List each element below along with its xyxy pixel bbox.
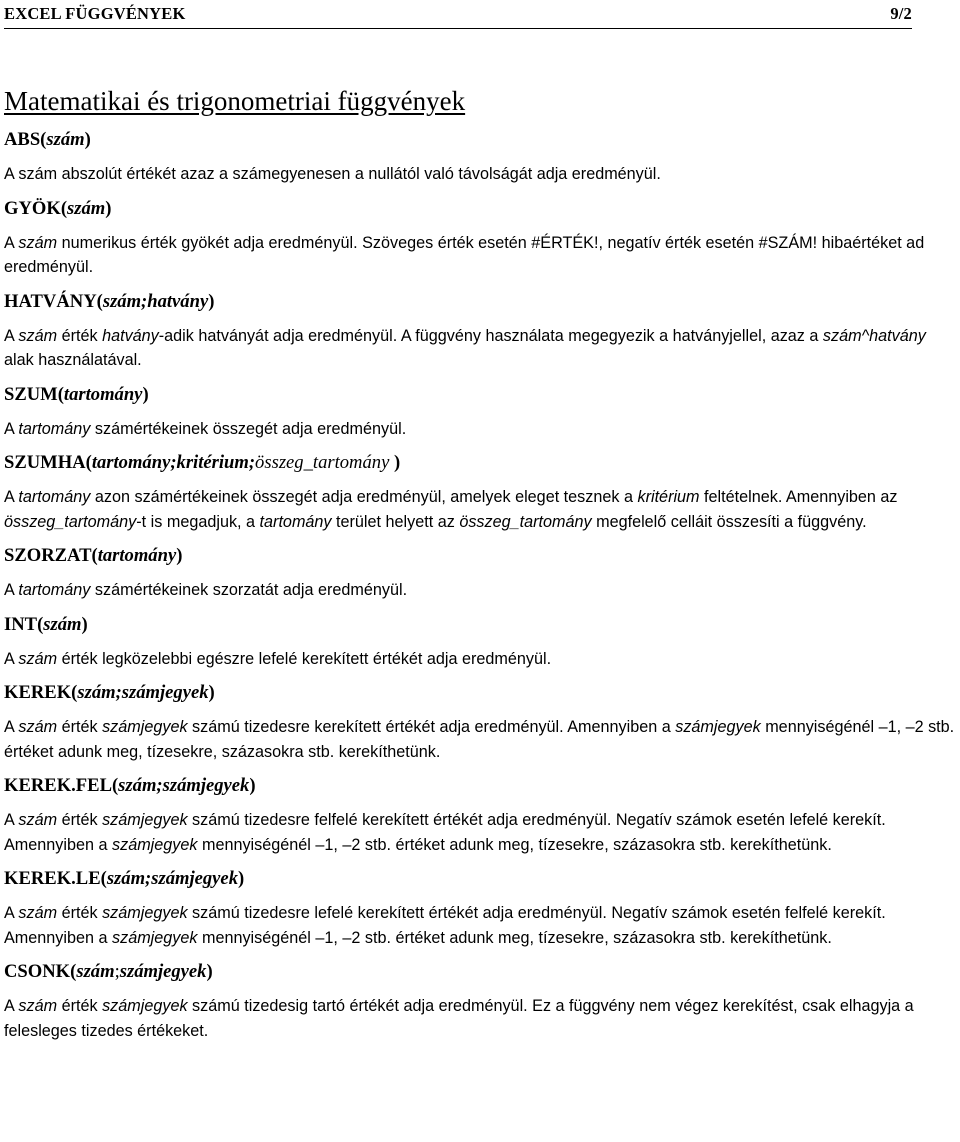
function-name: CSONK(	[4, 961, 77, 982]
function-desc-kerek	[4, 715, 958, 764]
desc-text: feltételnek. Amennyiben az	[699, 488, 898, 506]
function-name: HATVÁNY(	[4, 290, 103, 312]
function-name: SZORZAT(	[4, 545, 98, 566]
function-heading-int	[4, 613, 958, 637]
page-header	[4, 0, 912, 29]
function-heading-szum	[4, 383, 958, 407]
desc-text: terület helyett az	[331, 512, 460, 531]
function-desc-csonk	[4, 994, 958, 1043]
desc-arg: számjegyek	[675, 718, 761, 736]
desc-arg: tartomány	[18, 419, 91, 438]
desc-text: alak használatával.	[4, 351, 142, 369]
desc-text: -adik hatványát adja eredményül. A függvény használata megegyezik a hatványjellel, azaz a	[158, 326, 823, 345]
function-name: GYÖK(	[4, 197, 68, 219]
desc-arg: szám	[18, 649, 58, 668]
desc-text: A	[4, 649, 19, 668]
desc-text: azon számértékeinek összegét adja eredményül, amelyek eleget tesznek a	[90, 488, 638, 506]
desc-text: érték	[57, 326, 103, 345]
desc-arg: hatvány	[102, 326, 159, 345]
function-close: )	[208, 290, 215, 312]
function-arg: számjegyek	[119, 961, 207, 982]
desc-arg: szám	[18, 233, 58, 252]
desc-text: mennyiségénél –1, –2 stb. értéket adunk meg, tízesekre, százasokra stb. kerekíthetünk.	[197, 835, 832, 854]
function-heading-kerekfel	[4, 774, 958, 798]
function-heading-csonk	[4, 960, 958, 984]
desc-text: -t is megadjuk, a	[136, 512, 260, 531]
function-desc-int	[4, 647, 958, 672]
function-name: KEREK.LE(	[4, 868, 107, 889]
desc-arg: szám	[18, 904, 58, 922]
desc-arg: szám	[18, 811, 58, 829]
function-close: )	[249, 775, 256, 796]
function-close: )	[105, 197, 112, 219]
function-desc-szum	[4, 417, 958, 442]
desc-text: A	[4, 419, 19, 438]
desc-arg: számjegyek	[102, 718, 188, 736]
function-heading-szumha	[4, 451, 958, 475]
function-desc-gyok	[4, 231, 958, 280]
desc-arg: számjegyek	[102, 997, 188, 1015]
function-arg: szám	[43, 613, 82, 635]
function-arg: szám	[67, 197, 106, 219]
desc-text: A	[4, 326, 19, 345]
function-close: )	[208, 682, 215, 703]
desc-arg: kritérium	[637, 488, 700, 506]
function-arg: tartomány;kritérium;	[91, 452, 256, 473]
function-desc-abs: A szám abszolút értékét azaz a számegyenesen a nullától való távolságát adja eredményül.	[4, 165, 661, 183]
desc-text: A	[4, 811, 19, 829]
function-name: SZUM(	[4, 383, 64, 405]
desc-arg: tartomány	[18, 488, 91, 506]
function-close: )	[142, 383, 149, 405]
desc-text: érték	[57, 997, 103, 1015]
desc-text: A	[4, 904, 19, 922]
function-close: )	[206, 961, 213, 982]
function-arg: tartomány	[97, 545, 177, 566]
function-heading-szorzat	[4, 544, 958, 568]
page-number: 9/2	[890, 4, 912, 23]
desc-arg: összeg_tartomány	[4, 512, 137, 531]
function-arg: szám	[76, 961, 115, 982]
function-desc-kerekle	[4, 901, 958, 950]
function-close: )	[389, 452, 401, 473]
function-name: KEREK(	[4, 682, 78, 703]
desc-text: numerikus érték gyökét adja eredményül. Szöveges érték esetén #ÉRTÉK!, negatív érték esetén #SZÁM! hibaértéket ad eredményül.	[4, 233, 925, 276]
desc-text: számértékeinek szorzatát adja eredményül.	[90, 581, 408, 599]
desc-arg: tartomány	[259, 512, 332, 531]
function-arg: szám;hatvány	[102, 290, 209, 312]
function-arg: szám	[46, 129, 85, 150]
function-arg: szám;számjegyek	[106, 868, 238, 889]
desc-text: A	[4, 488, 19, 506]
function-close: )	[81, 613, 88, 635]
function-arg: szám;számjegyek	[118, 775, 250, 796]
desc-text: A	[4, 718, 19, 736]
desc-text: számú tizedesre felfelé kerekített értékét adja eredményül. Negatív számok esetén lefelé kerekít. Amennyiben a	[4, 811, 886, 854]
function-heading-kerek	[4, 681, 958, 705]
function-arg: szám;számjegyek	[77, 682, 209, 703]
function-close: )	[176, 545, 183, 566]
function-arg-optional: összeg_tartomány	[255, 452, 390, 473]
function-name: SZUMHA(	[4, 452, 92, 473]
document-body	[4, 84, 958, 1043]
desc-arg: szám	[18, 997, 58, 1015]
desc-arg: számjegyek	[112, 928, 198, 947]
desc-arg: számjegyek	[112, 835, 198, 854]
function-heading-kerekle	[4, 867, 958, 891]
function-heading-abs	[4, 128, 958, 152]
function-desc-hatvany	[4, 324, 958, 373]
function-separator: ;	[114, 961, 120, 982]
desc-text: számú tizedesre lefelé kerekített értékét adja eredményül. Negatív számok esetén felfelé kerekít. Amennyiben a	[4, 904, 886, 947]
function-name: INT(	[4, 613, 44, 635]
desc-arg: tartomány	[18, 581, 91, 599]
section-title: Matematikai és trigonometriai függvények	[4, 86, 466, 116]
desc-arg: összeg_tartomány	[459, 512, 592, 531]
desc-text: A	[4, 233, 19, 252]
desc-text: mennyiségénél –1, –2 stb. értéket adunk meg, tízesekre, százasokra stb. kerekíthetünk.	[4, 718, 955, 761]
desc-arg: számjegyek	[102, 811, 188, 829]
desc-text: mennyiségénél –1, –2 stb. értéket adunk meg, tízesekre, százasokra stb. kerekíthetünk.	[197, 928, 832, 947]
header-title: EXCEL FÜGGVÉNYEK	[4, 4, 186, 23]
function-close: )	[238, 868, 245, 889]
function-arg: tartomány	[63, 383, 143, 405]
desc-arg: szám	[18, 718, 58, 736]
function-heading-gyok	[4, 197, 958, 221]
desc-text: érték	[57, 904, 103, 922]
function-name: ABS(	[4, 129, 47, 150]
desc-text: érték	[57, 718, 103, 736]
function-name: KEREK.FEL(	[4, 775, 119, 796]
desc-text: számú tizedesre kerekített értékét adja eredményül. Amennyiben a	[187, 718, 676, 736]
desc-text: számértékeinek összegét adja eredményül.	[90, 419, 407, 438]
desc-text: megfelelő celláit összesíti a függvény.	[591, 512, 867, 531]
function-close: )	[84, 129, 91, 150]
function-desc-kerekfel	[4, 808, 958, 857]
desc-arg: számjegyek	[102, 904, 188, 922]
desc-arg: szám	[18, 326, 58, 345]
desc-text: érték legközelebbi egészre lefelé kerekített értékét adja eredményül.	[57, 649, 552, 668]
desc-text: A	[4, 997, 19, 1015]
desc-text: számú tizedesig tartó értékét adja eredményül. Ez a függvény nem végez kerekítést, csak elhagyja a felesleges tizedes értékeket.	[4, 997, 914, 1040]
desc-text: érték	[57, 811, 103, 829]
function-desc-szorzat	[4, 578, 958, 603]
function-heading-hatvany	[4, 290, 958, 314]
function-desc-szumha	[4, 485, 958, 534]
desc-text: A	[4, 581, 19, 599]
desc-arg: szám^hatvány	[822, 326, 926, 345]
